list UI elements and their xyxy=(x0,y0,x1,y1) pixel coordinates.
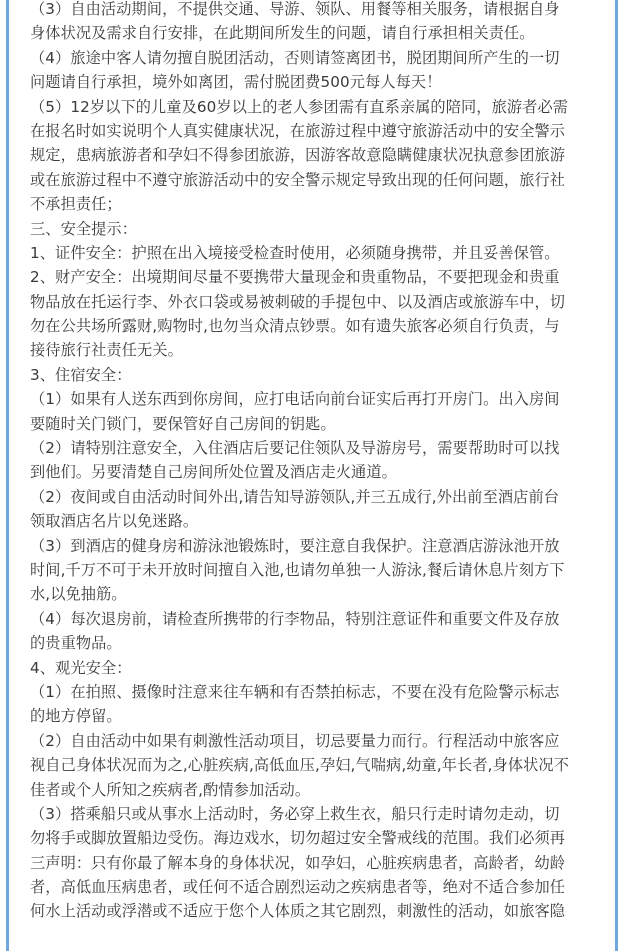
section-heading xyxy=(30,363,598,387)
text-line: 身体状况及需求自行安排，在此期间所发生的问题，请自行承担相关责任。 xyxy=(30,24,535,43)
text-line: 在报名时如实说明个人真实健康状况，在旅游过程中遵守旅游活动中的安全警示 xyxy=(30,121,566,140)
paragraph xyxy=(30,607,598,656)
text-line: （3）搭乘船只或从事水上活动时，务必穿上救生衣，船只行走时请勿走动，切 xyxy=(30,804,560,823)
paragraph xyxy=(30,534,598,607)
text-line: 或在旅游过程中不遵守旅游活动中的安全警示规定导致出现的任何问题，旅行社 xyxy=(30,170,566,189)
text-line: （3）到酒店的健身房和游泳池锻炼时，要注意自我保护。注意酒店游泳池开放 xyxy=(30,536,560,555)
text-line: （2）自由活动中如果有刺激性活动项目，切忌要量力而行。行程活动中旅客应 xyxy=(30,731,560,750)
text-line: 2、财产安全：出境期间尽量不要携带大量现金和贵重物品，不要把现金和贵重 xyxy=(30,268,560,287)
document-body xyxy=(30,0,598,924)
text-line: 问题请自行承担，境外如离团，需付脱团费500元每人每天！ xyxy=(30,73,442,92)
section-heading xyxy=(30,656,598,680)
text-line: 的贵重物品。 xyxy=(30,634,122,653)
paragraph xyxy=(30,802,598,924)
text-line: 4、观光安全： xyxy=(30,658,132,677)
text-line: 接待旅行社责任无关。 xyxy=(30,341,183,360)
text-line: 不承担责任； xyxy=(30,195,122,214)
paragraph xyxy=(30,241,598,265)
paragraph xyxy=(30,680,598,729)
text-line: 三、安全提示： xyxy=(30,219,138,238)
paragraph xyxy=(30,0,598,46)
text-line: 时间,千万不可于未开放时间擅自入池,也请勿单独一人游泳,餐后请休息片刻方下 xyxy=(30,560,565,579)
text-line: （4）每次退房前，请检查所携带的行李物品，特别注意证件和重要文件及存放 xyxy=(30,609,560,628)
text-line: （2）夜间或自由活动时间外出,请告知导游领队,并三五成行,外出前至酒店前台 xyxy=(30,487,560,506)
paragraph xyxy=(30,729,598,802)
text-line: 规定，患病旅游者和孕妇不得参团旅游，因游客故意隐瞒健康状况执意参团旅游 xyxy=(30,146,566,165)
text-line: 1、证件安全：护照在出入境接受检查时使用，必须随身携带，并且妥善保管。 xyxy=(30,243,560,262)
text-line: （5）12岁以下的儿童及60岁以上的老人参团需有直系亲属的陪同，旅游者必需 xyxy=(30,97,569,116)
paragraph xyxy=(30,265,598,363)
text-line: 到他们。另要清楚自己房间所处位置及酒店走火通道。 xyxy=(30,463,397,482)
paragraph xyxy=(30,485,598,534)
text-line: （2）请特别注意安全，入住酒店后要记住领队及导游房号，需要帮助时可以找 xyxy=(30,439,560,458)
text-line: 三声明：只有你最了解本身的身体状况，如孕妇，心脏疾病患者，高龄者，幼龄 xyxy=(30,853,566,872)
text-line: 3、住宿安全： xyxy=(30,365,132,384)
paragraph xyxy=(30,387,598,436)
text-line: 物品放在托运行李、外衣口袋或易被刺破的手提包中、以及酒店或旅游车中，切 xyxy=(30,292,566,311)
paragraph xyxy=(30,46,598,95)
paragraph xyxy=(30,436,598,485)
section-heading xyxy=(30,217,598,241)
text-line: 要随时关门锁门，要保管好自己房间的钥匙。 xyxy=(30,414,336,433)
text-line: 的地方停留。 xyxy=(30,707,122,726)
text-line: （1）如果有人送东西到你房间，应打电话向前台证实后再打开房门。出入房间 xyxy=(30,390,560,409)
text-line: 视自己身体状况而为之,心脏疾病,高低血压,孕妇,气喘病,幼童,年长者,身体状况不 xyxy=(30,756,569,775)
text-line: 勿在公共场所露财,购物时,也勿当众清点钞票。如有遗失旅客必须自行负责，与 xyxy=(30,317,560,336)
text-line: 水,以免抽筋。 xyxy=(30,585,127,604)
text-line: （3）自由活动期间，不提供交通、导游、领队、用餐等相关服务，请根据自身 xyxy=(30,0,560,18)
text-line: （1）在拍照、摄像时注意来往车辆和有否禁拍标志，不要在没有危险警示标志 xyxy=(30,682,560,701)
text-line: 领取酒店名片以免迷路。 xyxy=(30,512,199,531)
text-line: 者，高低血压病患者，或任何不适合剧烈运动之疾病患者等，绝对不适合参加任 xyxy=(30,878,566,897)
text-line: （4）旅途中客人请勿擅自脱团活动，否则请签离团书，脱团期间所产生的一切 xyxy=(30,48,560,67)
paragraph xyxy=(30,95,598,217)
text-line: 佳者或个人所知之疾病者,酌情参加活动。 xyxy=(30,780,311,799)
text-line: 勿将手或脚放置船边受伤。海边戏水，切勿超过安全警戒线的范围。我们必须再 xyxy=(30,829,566,848)
text-line: 何水上活动或浮潜或不适应于您个人体质之其它剧烈，刺激性的活动，如旅客隐 xyxy=(30,902,566,921)
